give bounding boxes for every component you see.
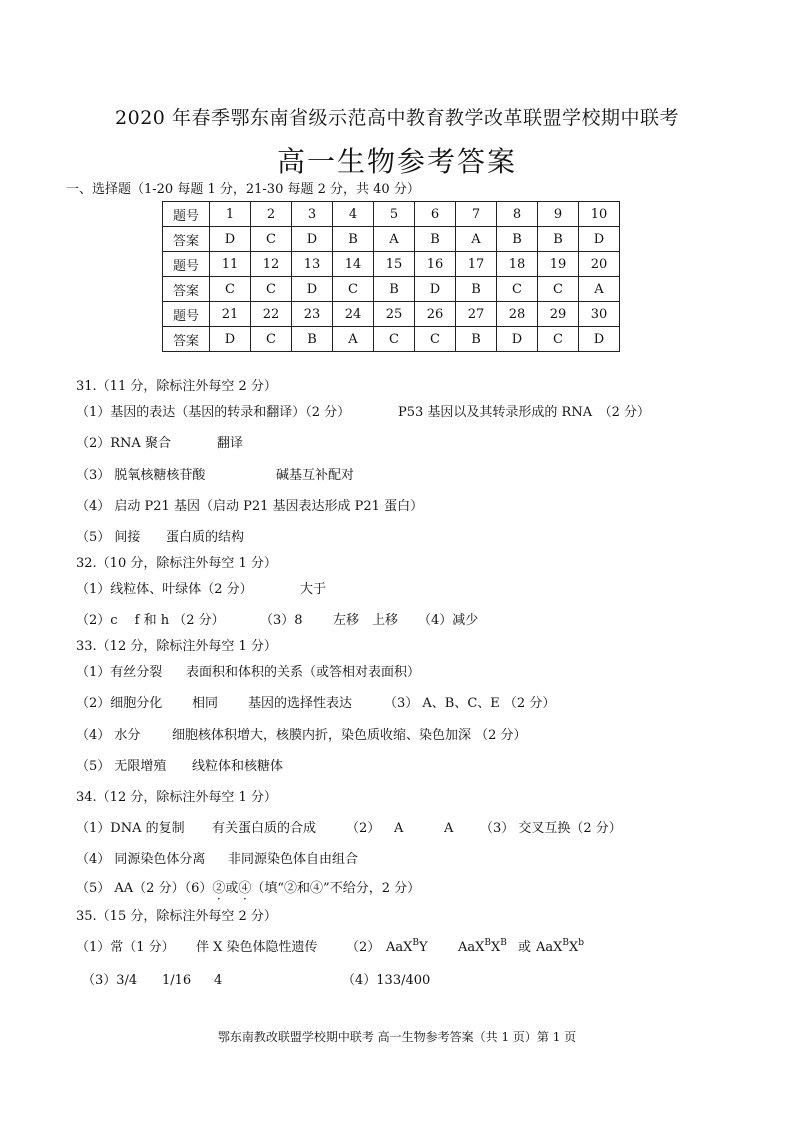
q33-line2b: 相同 [192,696,219,711]
table-row [163,302,620,327]
genotype-1: AaX$^B$Y [386,938,428,955]
q35-line2d: （4）133/400 [342,973,431,988]
q32-line2b: （3）8 [260,613,303,628]
answer-cell: A [333,327,374,352]
row-label-answer: 答案 [163,327,210,352]
answer-cell: D [579,227,620,252]
question-number-cell: 18 [497,252,538,277]
answer-cell: B [333,227,374,252]
q33-line4a: （5） 无限增殖 [76,759,167,774]
q34-line1e: A [444,821,454,836]
q31-heading: 31.（11 分，除标注外每空 2 分） [76,379,277,394]
q33-line1b: 表面积和体积的关系（或答相对表面积） [186,665,421,680]
q34-line3e: （填“②和④”不给分，2 分） [251,881,421,896]
q35-line2a: （3）3/4 [82,973,138,988]
q31-line3b: 碱基互补配对 [276,468,355,483]
answer-cell: C [374,327,415,352]
question-number-cell: 13 [292,252,333,277]
q34-line3c: 或 [225,881,239,896]
table-row [163,327,620,352]
row-label-num: 题号 [163,202,210,227]
answer-cell: D [210,327,251,352]
q33-line2d: （3） A、B、C、E （2 分） [384,696,556,711]
question-number-cell: 1 [210,202,251,227]
answer-cell: B [456,277,497,302]
answer-cell: C [333,277,374,302]
question-number-cell: 23 [292,302,333,327]
question-number-cell: 22 [251,302,292,327]
answer-cell: A [374,227,415,252]
genotype-or: 或 [518,940,532,955]
page-footer: 鄂东南教改联盟学校期中联考 高一生物参考答案（共 1 页）第 1 页 [217,1030,577,1044]
question-number-cell: 14 [333,252,374,277]
q31-line5a: （5） 间接 [76,530,141,545]
q34-line3 [76,880,420,898]
question-number-cell: 7 [456,202,497,227]
q31-line1b: P53 基因以及其转录形成的 RNA （2 分） [398,405,651,420]
answer-cell: D [497,327,538,352]
answer-cell: D [292,277,333,302]
answer-cell: B [538,227,579,252]
question-number-cell: 5 [374,202,415,227]
q33-line4b: 线粒体和核糖体 [192,759,284,774]
q35-line1c: （2） [346,940,381,955]
q31-line2b: 翻译 [217,436,244,451]
q34-line1d: A [394,821,404,836]
q32-heading: 32.（10 分，除标注外每空 1 分） [76,556,277,571]
q34-line1c: （2） [346,821,381,836]
q33-line2a: （2）细胞分化 [76,696,163,711]
q33-line1a: （1）有丝分裂 [76,665,163,680]
answer-table [162,201,620,352]
answer-cell: C [210,277,251,302]
answer-cell: A [579,277,620,302]
q35-line2b: 1/16 [162,973,192,988]
answer-cell: C [538,327,579,352]
question-number-cell: 21 [210,302,251,327]
q34-line1f: （3） 交叉互换（2 分） [480,821,622,836]
answer-cell: B [292,327,333,352]
q33-line3b: 细胞核体积增大，核膜内折，染色质收缩、染色加深 （2 分） [172,728,527,743]
question-number-cell: 30 [579,302,620,327]
document-subtitle: 高一生物参考答案 [276,145,517,178]
q34-choice-4: ④ · [238,881,251,896]
q31-line3a: （3） 脱氧核糖核苷酸 [76,468,206,483]
q34-line3a: （5） AA（2 分）（6） [76,881,213,896]
table-row [163,227,620,252]
q35-line1b: 伴 X 染色体隐性遗传 [196,940,318,955]
question-number-cell: 17 [456,252,497,277]
q31-line1a: （1）基因的表达（基因的转录和翻译）（2 分） [76,405,351,420]
q32-line2c: 左移 上移 [333,613,399,628]
q34-line2b: 非同源染色体自由组合 [228,852,359,867]
question-number-cell: 26 [415,302,456,327]
answer-cell: C [415,327,456,352]
answer-cell: D [415,277,456,302]
row-label-num: 题号 [163,302,210,327]
question-number-cell: 27 [456,302,497,327]
table-row [163,252,620,277]
q35-line2c: 4 [214,973,223,988]
question-number-cell: 20 [579,252,620,277]
question-number-cell: 2 [251,202,292,227]
answer-cell: B [374,277,415,302]
q32-line2a: （2）c f 和 h （2 分） [76,613,225,628]
q33-heading: 33.（12 分，除标注外每空 1 分） [76,639,277,654]
table-row [163,277,620,302]
genotype-2: $AaX^BX^B$ [458,938,507,955]
row-label-answer: 答案 [163,227,210,252]
document-title: 2020 年春季鄂东南省级示范高中教育教学改革联盟学校期中联考 [115,107,679,129]
question-number-cell: 9 [538,202,579,227]
answer-cell: C [251,277,292,302]
answer-cell: B [497,227,538,252]
question-number-cell: 24 [333,302,374,327]
q31-line4: （4） 启动 P21 基因（启动 P21 基因表达形成 P21 蛋白） [76,499,424,514]
q34-line1b: 有关蛋白质的合成 [212,821,317,836]
question-number-cell: 25 [374,302,415,327]
question-number-cell: 29 [538,302,579,327]
row-label-answer: 答案 [163,277,210,302]
q31-line2a: （2）RNA 聚合 [76,436,171,451]
table-row [163,202,620,227]
q32-line2d: （4）减少 [418,613,479,628]
question-number-cell: 4 [333,202,374,227]
row-label-num: 题号 [163,252,210,277]
genotype-3: $AaX^BX^b$ [536,938,585,955]
question-number-cell: 10 [579,202,620,227]
answer-cell: C [497,277,538,302]
answer-cell: C [251,327,292,352]
q35-line1a: （1）常（1 分） [76,940,175,955]
answer-cell: D [210,227,251,252]
answer-cell: D [292,227,333,252]
question-number-cell: 11 [210,252,251,277]
answer-cell: C [538,277,579,302]
answer-cell: B [456,327,497,352]
question-number-cell: 6 [415,202,456,227]
question-number-cell: 8 [497,202,538,227]
question-number-cell: 15 [374,252,415,277]
question-number-cell: 12 [251,252,292,277]
answer-cell: A [456,227,497,252]
q32-line1a: （1）线粒体、叶绿体（2 分） [76,582,253,597]
answer-cell: D [579,327,620,352]
answer-cell: B [415,227,456,252]
question-number-cell: 19 [538,252,579,277]
q32-line1b: 大于 [300,582,327,597]
q35-heading: 35.（15 分，除标注外每空 2 分） [76,909,277,924]
q34-heading: 34.（12 分，除标注外每空 1 分） [76,790,277,805]
q34-line1a: （1）DNA 的复制 [76,821,185,836]
question-number-cell: 28 [497,302,538,327]
question-number-cell: 16 [415,252,456,277]
q31-line5b: 蛋白质的结构 [166,530,245,545]
q34-choice-2: ② · [212,881,225,896]
question-number-cell: 3 [292,202,333,227]
q33-line2c: 基因的选择性表达 [248,696,353,711]
q34-line2a: （4） 同源染色体分离 [76,852,206,867]
answer-cell: C [251,227,292,252]
section1-heading: 一、选择题（1-20 每题 1 分，21-30 每题 2 分，共 40 分） [66,182,420,197]
q33-line3a: （4） 水分 [76,728,141,743]
